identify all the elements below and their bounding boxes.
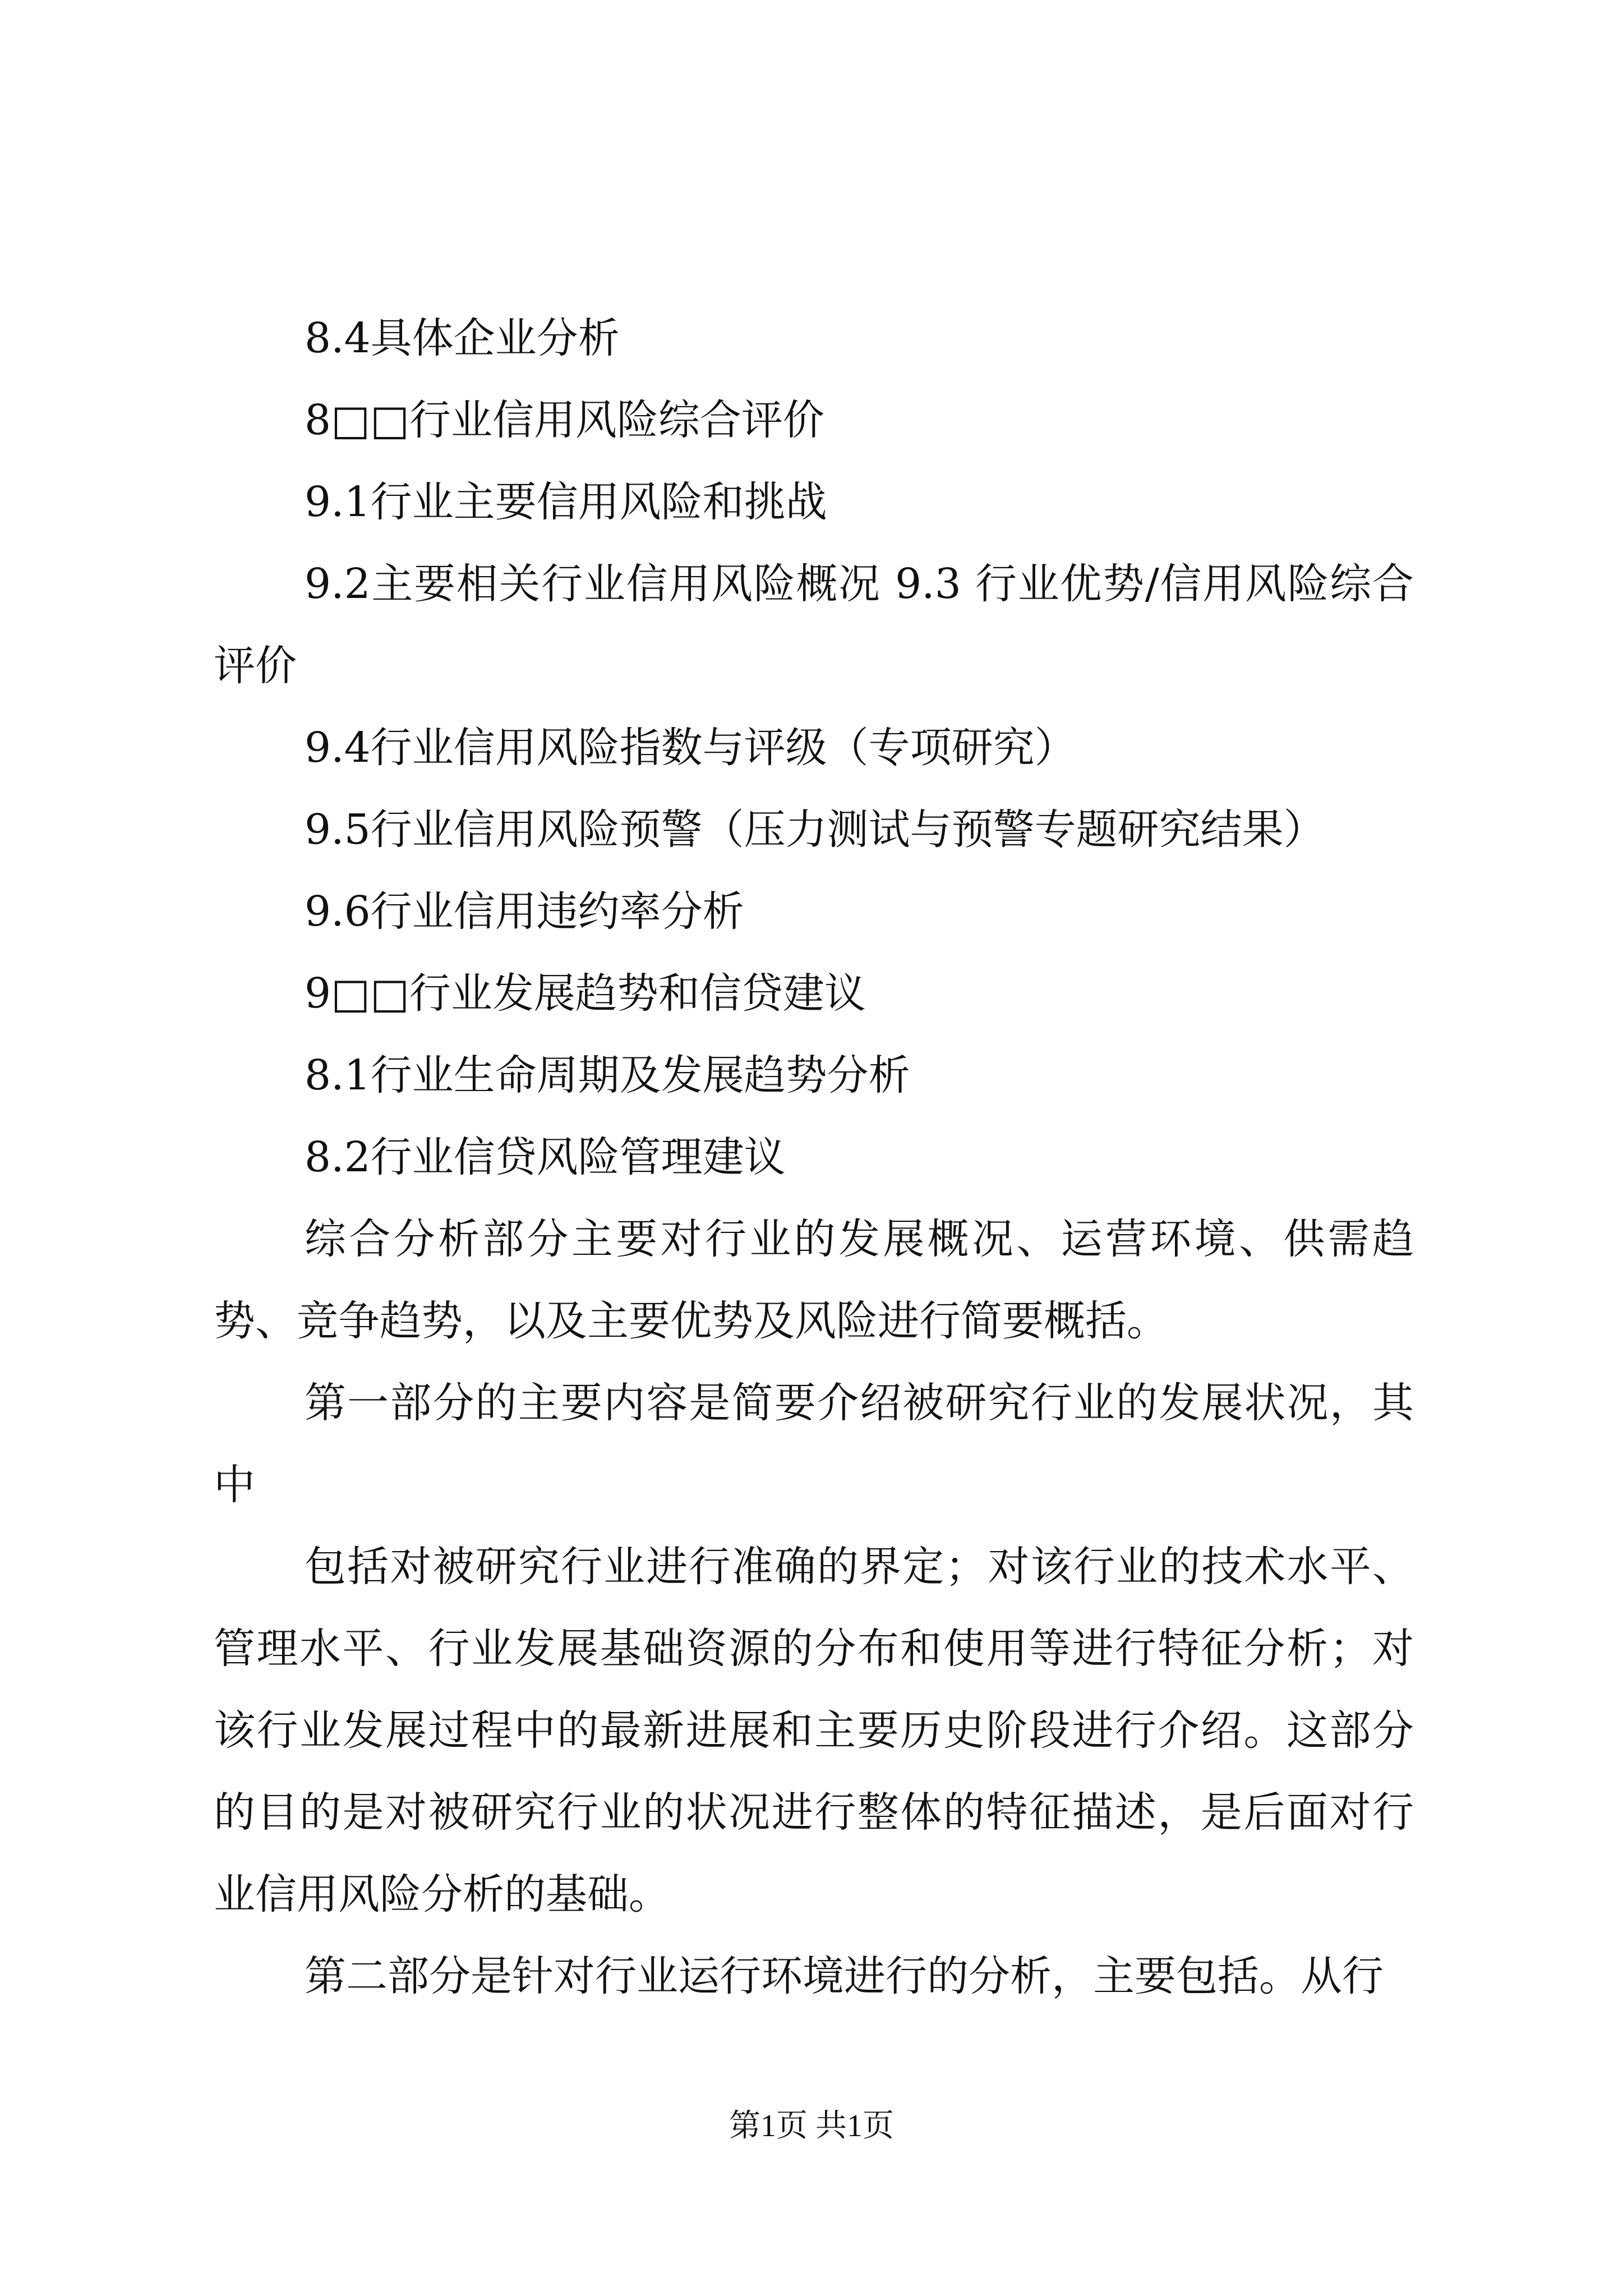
toc-line-8-1: 8.1行业生命周期及发展趋势分析 (305, 1051, 910, 1099)
toc-line-8-2: 8.2行业信贷风险管理建议 (305, 1133, 786, 1181)
paragraph-summary: 综合分析部分主要对行业的发展概况、运营环境、供需趋势、竞争趋势，以及主要优势及风险进行简要概括。 (214, 1215, 1414, 1345)
paragraph-part-one: 第一部分的主要内容是简要介绍被研究行业的发展状况，其中 (214, 1379, 1414, 1509)
paragraph-part-one-detail: 包括对被研究行业进行准确的界定；对该行业的技术水平、管理水平、行业发展基础资源的分布和使用等进行特征分析；对该行业发展过程中的最新进展和主要历史阶段进行介绍。这部分的目的是对被研究行业的状况进行整体的特征描述，是后面对行业信用风险分析的基础。 (214, 1543, 1414, 1918)
toc-line-9-2-9-3: 9.2主要相关行业信用风险概况 9.3 行业优势/信用风险综合评价 (214, 560, 1414, 690)
page-footer: 第1页 共1页 (729, 2109, 894, 2143)
toc-line-9-1: 9.1行业主要信用风险和挑战 (305, 478, 827, 526)
toc-line-8-4: 8.4具体企业分析 (305, 314, 620, 362)
toc-line-9-6: 9.6行业信用违约率分析 (305, 887, 744, 936)
toc-line-section-9: 9□□行业发展趋势和信贷建议 (305, 969, 866, 1018)
toc-line-9-5: 9.5行业信用风险预警（压力测试与预警专题研究结果） (305, 806, 1325, 854)
toc-line-section-8: 8□□行业信用风险综合评价 (305, 396, 824, 444)
toc-line-9-4: 9.4行业信用风险指数与评级（专项研究） (305, 724, 1076, 772)
document-body (214, 297, 1414, 2017)
paragraph-part-two: 第二部分是针对行业运行环境进行的分析，主要包括。从行 (305, 1952, 1384, 2000)
